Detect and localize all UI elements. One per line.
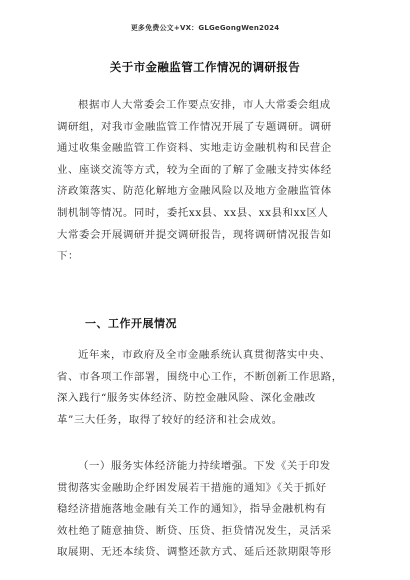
paragraph-intro bbox=[57, 95, 353, 268]
paragraph-line: 大常委会开展调研并提交调研报告，现将调研情况报告如 bbox=[57, 228, 332, 241]
paragraph-real-economy bbox=[57, 456, 353, 564]
section-heading: 一、工作开展情况 bbox=[85, 317, 177, 330]
paragraph-line: 业、座谈交流等方式，较为全面的了解了金融支持实体经 bbox=[57, 163, 332, 176]
paragraph-line: 稳经济措施落地金融有关工作的通知》，指导金融机构有 bbox=[57, 503, 327, 516]
paragraph-line: 省、市各项工作部署，围绕中心工作，不断创新工作思路， bbox=[57, 370, 343, 383]
paragraph-line: 效杜绝了随意抽贷、断贷、压贷、拒贷情况发生，灵活采 bbox=[57, 524, 332, 537]
paragraph-line: （一）服务实体经济能力持续增强。下发《关于印发 bbox=[78, 460, 331, 472]
paragraph-line: 贯彻落实金融助企纾困发展若干措施的通知》《关于抓好 bbox=[57, 481, 327, 494]
paragraph-line: 近年来，市政府及全市金融系统认真贯彻落实中央、 bbox=[78, 349, 331, 361]
paragraph-line: 下： bbox=[57, 250, 79, 263]
paragraph-line: 调研组，对我市金融监管工作情况开展了专题调研。调研 bbox=[57, 120, 332, 133]
paragraph-overview bbox=[57, 345, 353, 431]
header-note: 更多免费公文+VX：GLGeGongWen2024 bbox=[130, 24, 280, 32]
document-title: 关于市金融监管工作情况的调研报告 bbox=[109, 60, 301, 74]
paragraph-line: 取展期、无还本续贷、调整还款方式、延后还款期限等形 bbox=[57, 546, 332, 559]
paragraph-line: 根据市人大常委会工作要点安排，市人大常委会组成 bbox=[78, 99, 331, 111]
paragraph-line: 济政策落实、防范化解地方金融风险以及地方金融监管体 bbox=[57, 185, 332, 198]
paragraph-line: 制机制等情况。同时，委托xx县、xx县、xx县和xx区人 bbox=[57, 206, 329, 219]
paragraph-line: 深入践行“服务实体经济、防控金融风险、深化金融改 bbox=[57, 392, 316, 405]
paragraph-line: 革”三大任务，取得了较好的经济和社会成效。 bbox=[57, 413, 283, 426]
paragraph-line: 通过收集金融监管工作资料、实地走访金融机构和民营企 bbox=[57, 142, 332, 155]
